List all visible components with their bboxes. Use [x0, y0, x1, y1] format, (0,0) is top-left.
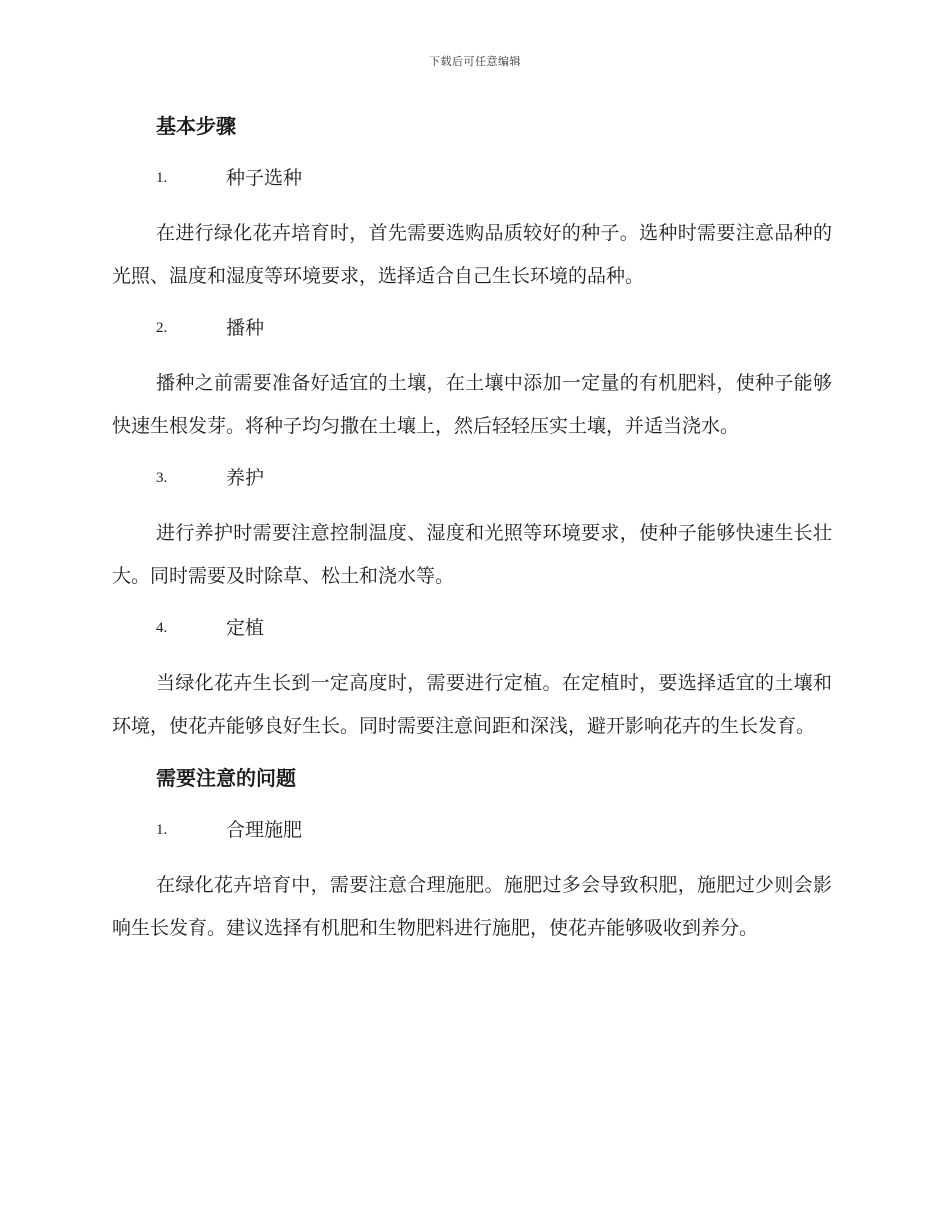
step-title: 养护	[226, 467, 265, 489]
document-body	[112, 108, 832, 962]
step-paragraph: 播种之前需要准备好适宜的土壤，在土壤中添加一定量的有机肥料，使种子能够快速生根发芽。将种子均匀撒在土壤上，然后轻轻压实土壤，并适当浇水。	[112, 372, 832, 437]
page-header: 下载后可任意编辑	[429, 55, 521, 68]
step-number: 2.	[156, 320, 168, 336]
step-item-maintenance	[112, 460, 832, 496]
step-item-sowing	[112, 310, 832, 346]
step-item-transplanting	[112, 610, 832, 646]
step-title: 播种	[226, 317, 265, 339]
section-heading-basic-steps: 基本步骤	[156, 114, 236, 138]
step-paragraph: 在进行绿化花卉培育时，首先需要选购品质较好的种子。选种时需要注意品种的光照、温度和湿度等环境要求，选择适合自己生长环境的品种。	[112, 222, 832, 287]
issue-number: 1.	[156, 822, 168, 838]
issue-item-fertilizing	[112, 812, 832, 848]
step-title: 种子选种	[226, 167, 303, 189]
step-number: 1.	[156, 170, 168, 186]
section-heading-issues: 需要注意的问题	[156, 766, 296, 790]
step-title: 定植	[226, 617, 265, 639]
step-item-seed-selection	[112, 160, 832, 196]
step-paragraph: 当绿化花卉生长到一定高度时，需要进行定植。在定植时，要选择适宜的土壤和环境，使花卉能够良好生长。同时需要注意间距和深浅，避开影响花卉的生长发育。	[112, 672, 832, 737]
step-number: 3.	[156, 470, 168, 486]
step-paragraph: 进行养护时需要注意控制温度、湿度和光照等环境要求，使种子能够快速生长壮大。同时需要及时除草、松土和浇水等。	[112, 522, 832, 587]
issue-paragraph: 在绿化花卉培育中，需要注意合理施肥。施肥过多会导致积肥，施肥过少则会影响生长发育。建议选择有机肥和生物肥料进行施肥，使花卉能够吸收到养分。	[112, 874, 832, 939]
step-number: 4.	[156, 620, 168, 636]
issue-title: 合理施肥	[226, 819, 303, 841]
